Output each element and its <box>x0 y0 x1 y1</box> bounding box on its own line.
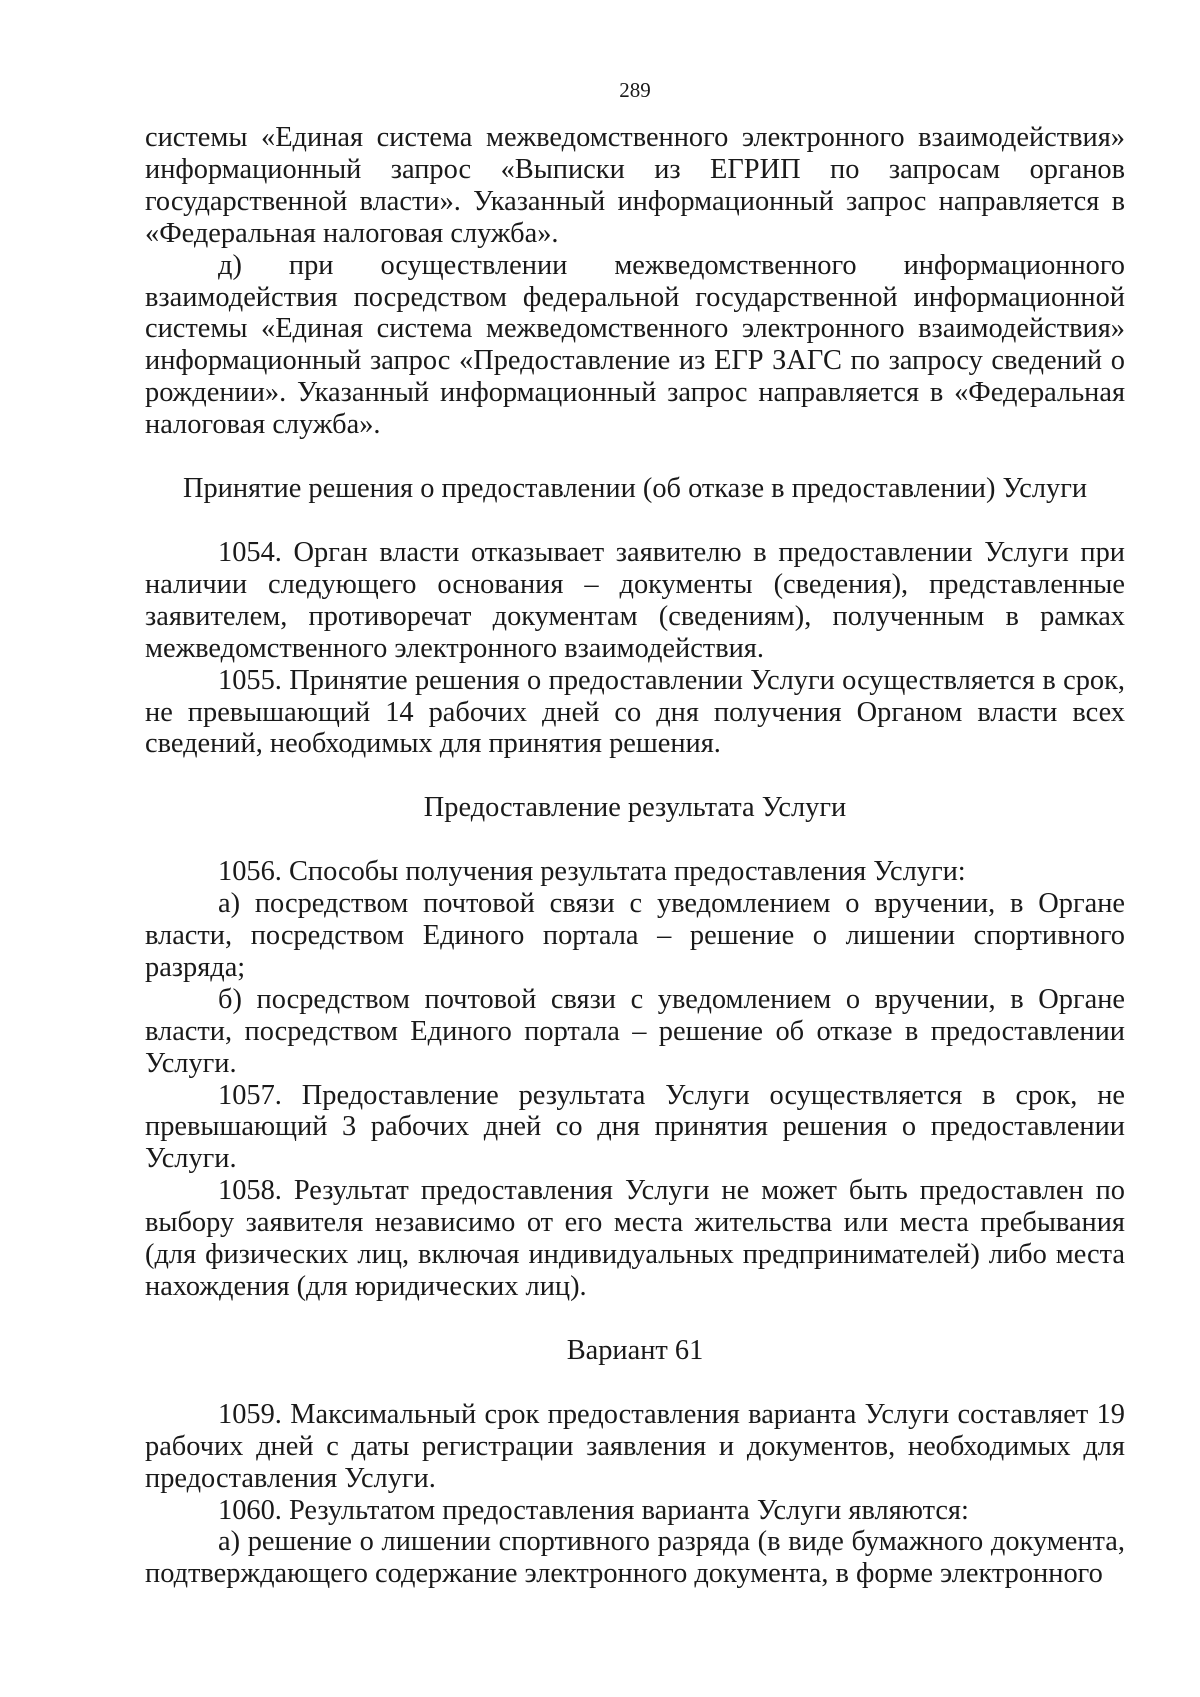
paragraph-1054: 1054. Орган власти отказывает заявителю в предоставлении Услуги при наличии следующего основания – документы (сведения), представленные заявителем, противоречат документам (сведениям), полученным в рамках межведомственного электронного взаимодействия. <box>145 536 1125 664</box>
section-heading-decision: Принятие решения о предоставлении (об отказе в предоставлении) Услуги <box>182 473 1088 505</box>
spacer <box>145 1303 1125 1335</box>
paragraph-1060: 1060. Результатом предоставления варианта Услуги являются: <box>218 1494 969 1526</box>
paragraph-1060-a: а) решение о лишении спортивного разряда (в виде бумажного документа, подтверждающего содержание электронного документа, в форме электронного <box>145 1526 1125 1590</box>
paragraph-item-d: д) при осуществлении межведомственного информационного взаимодействия посредством федеральной государственной информационной системы «Единая система межведомственного электронного взаимодействия» информационный запрос «Предоставление из ЕГР ЗАГС по запросу сведений о рождении». Указанный информационный запрос направляется в «Федеральная налоговая служба». <box>145 249 1125 441</box>
paragraph-1056-b: б) посредством почтовой связи с уведомлением о вручении, в Органе власти, посредством Единого портала – решение об отказе в предоставлении Услуги. <box>145 983 1125 1079</box>
spacer <box>145 824 1125 856</box>
spacer <box>145 1367 1125 1399</box>
page-number: 289 <box>619 78 651 102</box>
paragraph-egrip-request: системы «Единая система межведомственного электронного взаимодействия» информационный запрос «Выписки из ЕГРИП по запросам органов государственной власти». Указанный информационный запрос направляется в «Федеральная налоговая служба». <box>145 122 1125 249</box>
paragraph-1058: 1058. Результат предоставления Услуги не может быть предоставлен по выбору заявителя независимо от его места жительства или места пребывания (для физических лиц, включая индивидуальных предпринимателей) либо места нахождения (для юридических лиц). <box>145 1175 1125 1302</box>
paragraph-1056-a: а) посредством почтовой связи с уведомлением о вручении, в Органе власти, посредством Единого портала – решение о лишении спортивного разряда; <box>145 888 1125 983</box>
spacer <box>145 505 1125 537</box>
paragraph-1059: 1059. Максимальный срок предоставления варианта Услуги составляет 19 рабочих дней с даты регистрации заявления и документов, необходимых для предоставления Услуги. <box>145 1398 1125 1494</box>
paragraph-1057: 1057. Предоставление результата Услуги осуществляется в срок, не превышающий 3 рабочих дней со дня принятия решения о предоставлении Услуги. <box>145 1079 1125 1175</box>
paragraph-1056: 1056. Способы получения результата предоставления Услуги: <box>218 856 966 888</box>
section-heading-variant: Вариант 61 <box>566 1334 704 1366</box>
section-heading-result: Предоставление результата Услуги <box>423 792 847 824</box>
document-page <box>145 58 1125 1590</box>
spacer <box>145 441 1125 473</box>
paragraph-1055: 1055. Принятие решения о предоставлении Услуги осуществляется в срок, не превышающий 14 рабочих дней со дня получения Органом власти всех сведений, необходимых для принятия решения. <box>145 664 1125 760</box>
spacer <box>145 760 1125 792</box>
